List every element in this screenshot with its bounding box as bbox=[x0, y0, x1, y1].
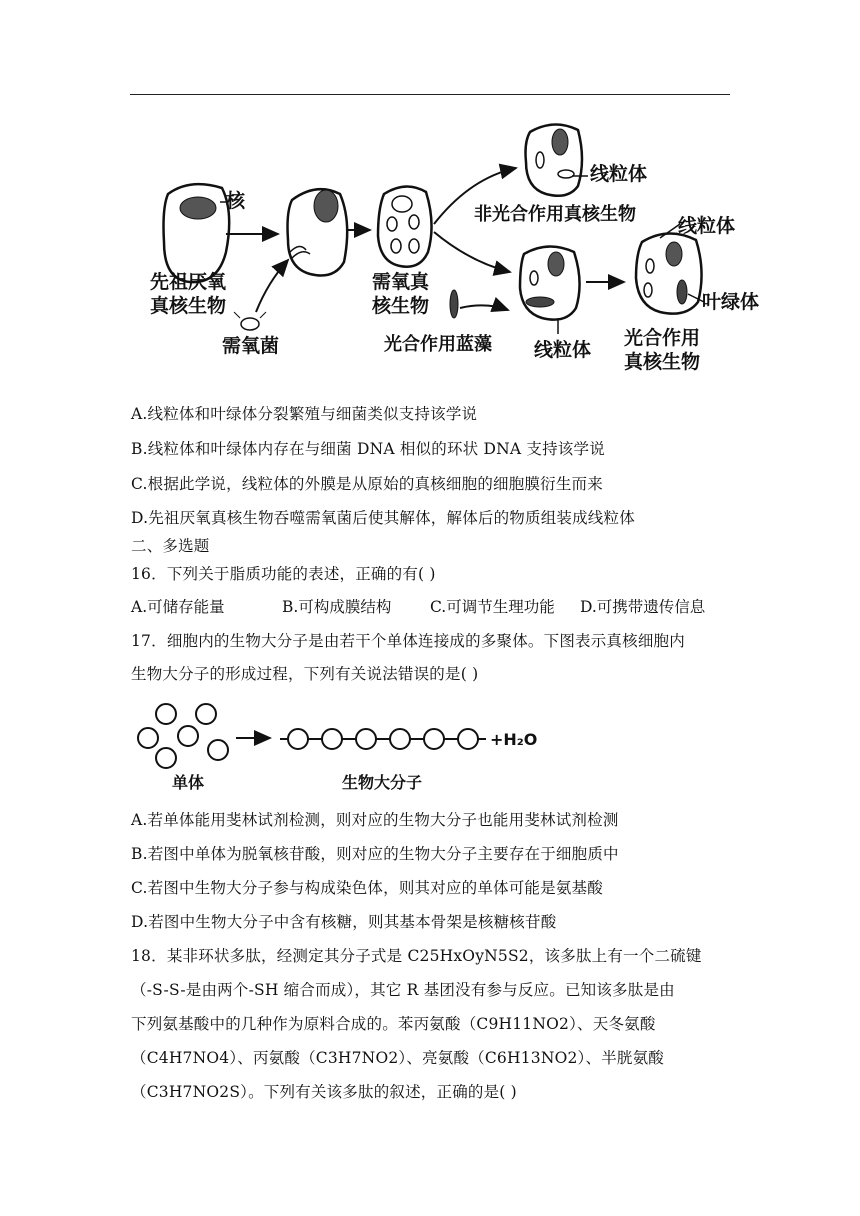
q17-option-d: D.若图中生物大分子中含有核糖，则其基本骨架是核糖核苷酸 bbox=[131, 913, 557, 931]
endosymbiosis-figure bbox=[130, 112, 770, 384]
q17-option-b: B.若图中单体为脱氧核苷酸，则对应的生物大分子主要存在于细胞质中 bbox=[131, 845, 619, 863]
aerobic-eukaryote-label-2: 核生物 bbox=[372, 295, 430, 317]
mito-label-right: 线粒体 bbox=[678, 215, 736, 237]
q18-line2: （-S-S-是由两个-SH 缩合而成），其它 R 基团没有参与反应。已知该多肽是由 bbox=[131, 981, 675, 999]
aerobic-bacteria-label: 需氧菌 bbox=[222, 335, 280, 357]
aerobic-bacterium bbox=[241, 318, 259, 330]
aerobic-eukaryote-cell bbox=[378, 186, 432, 266]
q16-option-d: D.可携带遗传信息 bbox=[580, 598, 706, 616]
q18-line5: （C3H7NO2S）。下列有关该多肽的叙述，正确的是( ) bbox=[131, 1083, 517, 1101]
q17-stem-line1: 17．细胞内的生物大分子是由若干个单体连接成的多聚体。下图表示真核细胞内 bbox=[131, 632, 685, 650]
q18-line3: 下列氨基酸中的几种作为原料合成的。苯丙氨酸（C9H11NO2）、天冬氨酸 bbox=[131, 1015, 656, 1033]
photo-eukaryote-label-1: 光合作用 bbox=[624, 327, 701, 349]
mito-label-top: 线粒体 bbox=[590, 163, 648, 185]
aerobic-eukaryote-label-1: 需氧真 bbox=[372, 271, 430, 293]
nonphoto-label: 非光合作用真核生物 bbox=[474, 204, 636, 225]
photo-eukaryote-label-2: 真核生物 bbox=[624, 351, 701, 373]
q17-option-c: C.若图中生物大分子参与构成染色体，则其对应的单体可能是氨基酸 bbox=[131, 879, 603, 897]
polymer-figure bbox=[130, 698, 550, 798]
q17-option-a: A.若单体能用斐林试剂检测，则对应的生物大分子也能用斐林试剂检测 bbox=[131, 811, 619, 829]
monomer-circles bbox=[138, 704, 228, 768]
q18-line1: 18．某非环状多肽，经测定其分子式是 C25HxOyN5S2，该多肽上有一个二硫键 bbox=[131, 947, 702, 965]
macromolecule-chain bbox=[280, 729, 486, 749]
ancestor-nucleus bbox=[180, 197, 216, 219]
ancestor-label-2: 真核生物 bbox=[150, 295, 227, 317]
q16-option-c: C.可调节生理功能 bbox=[430, 598, 555, 616]
q16-stem: 16．下列关于脂质功能的表述，正确的有( ) bbox=[131, 565, 436, 583]
q15-option-c: C.根据此学说，线粒体的外膜是从原始的真核细胞的细胞膜衍生而来 bbox=[131, 475, 603, 493]
q17-stem-line2: 生物大分子的形成过程，下列有关说法错误的是( ) bbox=[131, 665, 479, 683]
monomer-label: 单体 bbox=[172, 773, 205, 792]
ancestor-label-1: 先祖厌氧 bbox=[150, 271, 227, 293]
q18-line4: （C4H7NO4）、丙氨酸（C3H7NO2）、亮氨酸（C6H13NO2）、半胱氨酸 bbox=[131, 1049, 665, 1067]
cyanobacterium bbox=[450, 290, 458, 318]
q15-option-a: A.线粒体和叶绿体分裂繁殖与细菌类似支持该学说 bbox=[131, 405, 478, 423]
cyanobacteria-label: 光合作用蓝藻 bbox=[384, 334, 492, 355]
section-heading: 二、多选题 bbox=[131, 537, 210, 555]
q16-option-a: A.可储存能量 bbox=[131, 598, 225, 616]
mito-label-mid: 线粒体 bbox=[534, 339, 592, 361]
nucleus-label: 核 bbox=[226, 190, 246, 212]
q15-option-d: D.先祖厌氧真核生物吞噬需氧菌后使其解体，解体后的物质组装成线粒体 bbox=[131, 509, 635, 527]
header-rule bbox=[130, 94, 730, 95]
water-label: +H₂O bbox=[490, 730, 538, 749]
q15-option-b: B.线粒体和叶绿体内存在与细菌 DNA 相似的环状 DNA 支持该学说 bbox=[131, 440, 605, 458]
chloroplast-label: 叶绿体 bbox=[702, 291, 760, 313]
macromolecule-label: 生物大分子 bbox=[342, 773, 423, 792]
q16-option-b: B.可构成膜结构 bbox=[282, 598, 392, 616]
